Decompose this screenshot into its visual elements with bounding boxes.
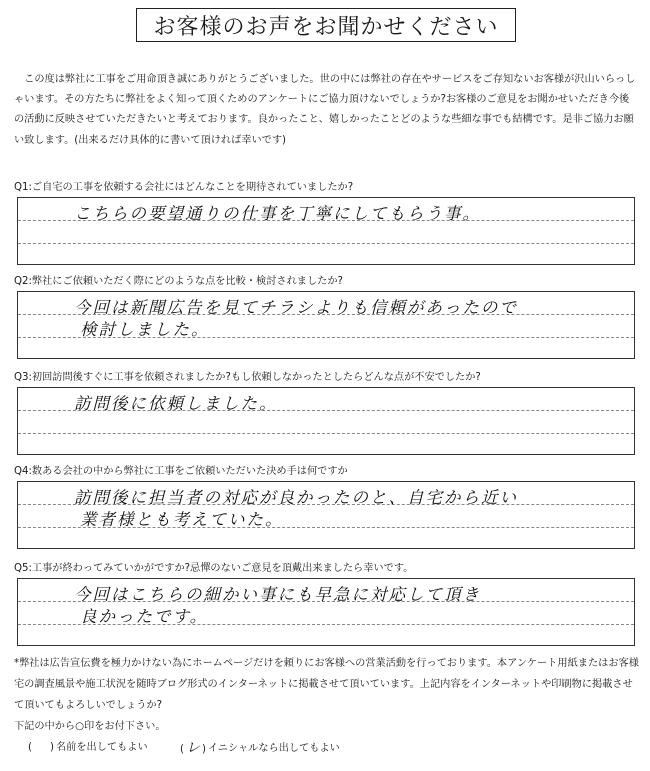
answer-2-line-2: 検討しました。 [80, 320, 210, 339]
answer-box-4[interactable] [17, 481, 635, 549]
answer-box-1[interactable] [17, 197, 635, 265]
answer-3-line-1: 訪問後に依頼しました。 [74, 394, 278, 413]
consent-option-initials[interactable] [178, 741, 340, 757]
answer-box-2[interactable] [17, 291, 635, 359]
footer-notice [14, 653, 642, 737]
consent-option-name[interactable] [26, 741, 148, 755]
answer-1-line-1: こちらの要望通りの仕事を丁寧にしてもらう事。 [74, 204, 481, 223]
page-title: お客様のお声をお聞かせください [136, 8, 516, 42]
question-2-label: Q2:弊社にご依頼いただく際にどのような点を比較・検討されましたか? [14, 276, 343, 287]
question-1-label: Q1:ご自宅の工事を依頼する会社にはどんなことを期待されていましたか? [14, 182, 354, 193]
answer-2-line-1: 今回は新聞広告を見てチラシよりも信頼があったので [74, 298, 518, 317]
question-4-label: Q4:数ある会社の中から弊社に工事をご依頼いただいた決め手は何ですか [14, 466, 348, 477]
option-initials-mark: レ [186, 740, 200, 756]
intro-text: この度は弊社に工事をご用命頂き誠にありがとうございました。世の中には弊社の存在やサービスをご存知ないお客様が沢山いらっしゃいます。その方たちに弊社をよく知って頂くためのアンケートにご協力頂けないでしょうか?お客様のご意見をお聞かせいただき今後の活動に反映させていただきたいと考えております。良かったこと、嬉しかったことどのような些細な事でも結構です。是非ご協力お願い致します。(出来るだけ具体的に書いて頂ければ幸いです) [14, 74, 636, 146]
option-name-checkbox[interactable]: ( ) [28, 742, 54, 753]
answer-box-3[interactable] [17, 387, 635, 455]
footer-text: *弊社は広告宣伝費を極力かけない為にホームページだけを頼りにお客様への営業活動を行っております。本アンケート用紙またはお客様宅の調査風景や施工状況を随時ブログ形式のインターネットに掲載させて頂いています。上記内容をインターネットや印刷物に掲載させて頂いてもよろしいでしょうか? [14, 658, 639, 711]
option-initials-label: イニシャルなら出してもよい [208, 743, 340, 754]
option-name-label: 名前を出してもよい [56, 742, 148, 753]
question-3-label: Q3:初回訪問後すぐに工事を依頼されましたか?もし依頼しなかったとしたらどんな点が不安でしたか? [14, 372, 481, 383]
answer-5-line-1: 今回はこちらの細かい事にも早急に対応して頂き [74, 585, 481, 604]
instruction-text: 下記の中から○印をお付下さい。 [14, 721, 166, 732]
answer-4-line-2: 業者様とも考えていた。 [80, 510, 284, 529]
answer-4-line-1: 訪問後に担当者の対応が良かったのと、自宅から近い [74, 488, 518, 507]
question-5-label: Q5:工事が終わってみていかがですか?忌憚のないご意見を頂戴出来ましたら幸いです。 [14, 563, 414, 574]
answer-5-line-2: 良かったです。 [80, 607, 209, 626]
option-initials-checkbox[interactable]: ( レ ) [180, 740, 206, 756]
answer-box-5[interactable] [17, 578, 635, 646]
